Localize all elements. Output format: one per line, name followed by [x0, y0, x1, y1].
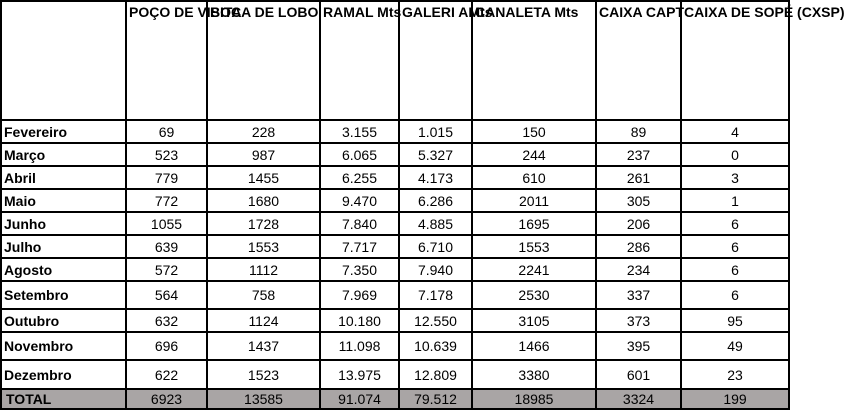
value-cell: 696 — [126, 332, 207, 360]
value-cell: 7.350 — [320, 258, 399, 281]
value-cell: 12.809 — [399, 360, 472, 389]
value-cell: 3.155 — [320, 120, 399, 143]
table-row — [1, 166, 789, 189]
value-cell: 1728 — [207, 212, 320, 235]
value-cell: 1553 — [472, 235, 596, 258]
value-cell: 6 — [681, 258, 789, 281]
table-row — [1, 258, 789, 281]
header-cell-blank — [1, 1, 126, 120]
month-cell: Junho — [1, 212, 126, 235]
value-cell: 13.975 — [320, 360, 399, 389]
value-cell: 7.840 — [320, 212, 399, 235]
header-caixa-capt: CAIXA CAPT — [596, 1, 681, 120]
value-cell: 373 — [596, 309, 681, 332]
value-cell: 610 — [472, 166, 596, 189]
table-row — [1, 332, 789, 360]
header-boca-de-lobo: BOCA DE LOBO — [207, 1, 320, 120]
table-row — [1, 360, 789, 389]
month-cell: Outubro — [1, 309, 126, 332]
value-cell: 5.327 — [399, 143, 472, 166]
value-cell: 286 — [596, 235, 681, 258]
header-canaleta: CANALETA Mts — [472, 1, 596, 120]
header-caixa-de-sope: CAIXA DE SOPÉ (CXSP) — [681, 1, 789, 120]
value-cell: 2011 — [472, 189, 596, 212]
month-cell: Dezembro — [1, 360, 126, 389]
value-cell: 150 — [472, 120, 596, 143]
value-cell: 758 — [207, 281, 320, 309]
table-body — [1, 120, 789, 409]
value-cell: 1112 — [207, 258, 320, 281]
value-cell: 11.098 — [320, 332, 399, 360]
value-cell: 1124 — [207, 309, 320, 332]
value-cell: 1695 — [472, 212, 596, 235]
value-cell: 237 — [596, 143, 681, 166]
header-poco-de-visita: POÇO DE VISITA — [126, 1, 207, 120]
month-cell: Abril — [1, 166, 126, 189]
header-galeria: GALERI AMts — [399, 1, 472, 120]
month-cell: Março — [1, 143, 126, 166]
table-row — [1, 281, 789, 309]
value-cell: 3 — [681, 166, 789, 189]
value-cell: 6.710 — [399, 235, 472, 258]
value-cell: 4.885 — [399, 212, 472, 235]
value-cell: 1553 — [207, 235, 320, 258]
table-row — [1, 212, 789, 235]
month-cell: Fevereiro — [1, 120, 126, 143]
value-cell: 4 — [681, 120, 789, 143]
value-cell: 6.255 — [320, 166, 399, 189]
month-cell: Julho — [1, 235, 126, 258]
value-cell: 1466 — [472, 332, 596, 360]
value-cell: 6 — [681, 281, 789, 309]
value-cell: 7.969 — [320, 281, 399, 309]
month-cell: Maio — [1, 189, 126, 212]
value-cell: 305 — [596, 189, 681, 212]
value-cell: 1680 — [207, 189, 320, 212]
value-cell: 9.470 — [320, 189, 399, 212]
value-cell: 772 — [126, 189, 207, 212]
value-cell: 1523 — [207, 360, 320, 389]
total-value-cell: 91.074 — [320, 389, 399, 409]
value-cell: 523 — [126, 143, 207, 166]
value-cell: 261 — [596, 166, 681, 189]
month-cell: Setembro — [1, 281, 126, 309]
value-cell: 228 — [207, 120, 320, 143]
value-cell: 987 — [207, 143, 320, 166]
value-cell: 49 — [681, 332, 789, 360]
total-value-cell: 18985 — [472, 389, 596, 409]
value-cell: 2530 — [472, 281, 596, 309]
value-cell: 395 — [596, 332, 681, 360]
value-cell: 206 — [596, 212, 681, 235]
total-value-cell: 3324 — [596, 389, 681, 409]
value-cell: 4.173 — [399, 166, 472, 189]
table-row — [1, 309, 789, 332]
value-cell: 2241 — [472, 258, 596, 281]
value-cell: 1437 — [207, 332, 320, 360]
header-row — [1, 1, 789, 120]
value-cell: 7.717 — [320, 235, 399, 258]
month-cell: Novembro — [1, 332, 126, 360]
value-cell: 95 — [681, 309, 789, 332]
total-value-cell: 6923 — [126, 389, 207, 409]
value-cell: 7.178 — [399, 281, 472, 309]
value-cell: 10.639 — [399, 332, 472, 360]
value-cell: 622 — [126, 360, 207, 389]
value-cell: 7.940 — [399, 258, 472, 281]
value-cell: 564 — [126, 281, 207, 309]
value-cell: 6.286 — [399, 189, 472, 212]
value-cell: 639 — [126, 235, 207, 258]
value-cell: 572 — [126, 258, 207, 281]
value-cell: 632 — [126, 309, 207, 332]
total-label: TOTAL — [1, 389, 126, 409]
value-cell: 1.015 — [399, 120, 472, 143]
value-cell: 779 — [126, 166, 207, 189]
table-row — [1, 143, 789, 166]
value-cell: 234 — [596, 258, 681, 281]
value-cell: 337 — [596, 281, 681, 309]
value-cell: 6 — [681, 212, 789, 235]
value-cell: 3380 — [472, 360, 596, 389]
value-cell: 23 — [681, 360, 789, 389]
value-cell: 6.065 — [320, 143, 399, 166]
value-cell: 601 — [596, 360, 681, 389]
value-cell: 69 — [126, 120, 207, 143]
value-cell: 6 — [681, 235, 789, 258]
value-cell: 12.550 — [399, 309, 472, 332]
table-row — [1, 235, 789, 258]
value-cell: 1455 — [207, 166, 320, 189]
value-cell: 89 — [596, 120, 681, 143]
total-value-cell: 79.512 — [399, 389, 472, 409]
table-row — [1, 120, 789, 143]
header-ramal: RAMAL Mts — [320, 1, 399, 120]
value-cell: 3105 — [472, 309, 596, 332]
total-value-cell: 13585 — [207, 389, 320, 409]
value-cell: 1055 — [126, 212, 207, 235]
value-cell: 10.180 — [320, 309, 399, 332]
total-value-cell: 199 — [681, 389, 789, 409]
total-row — [1, 389, 789, 409]
value-cell: 0 — [681, 143, 789, 166]
month-cell: Agosto — [1, 258, 126, 281]
value-cell: 244 — [472, 143, 596, 166]
value-cell: 1 — [681, 189, 789, 212]
table-row — [1, 189, 789, 212]
